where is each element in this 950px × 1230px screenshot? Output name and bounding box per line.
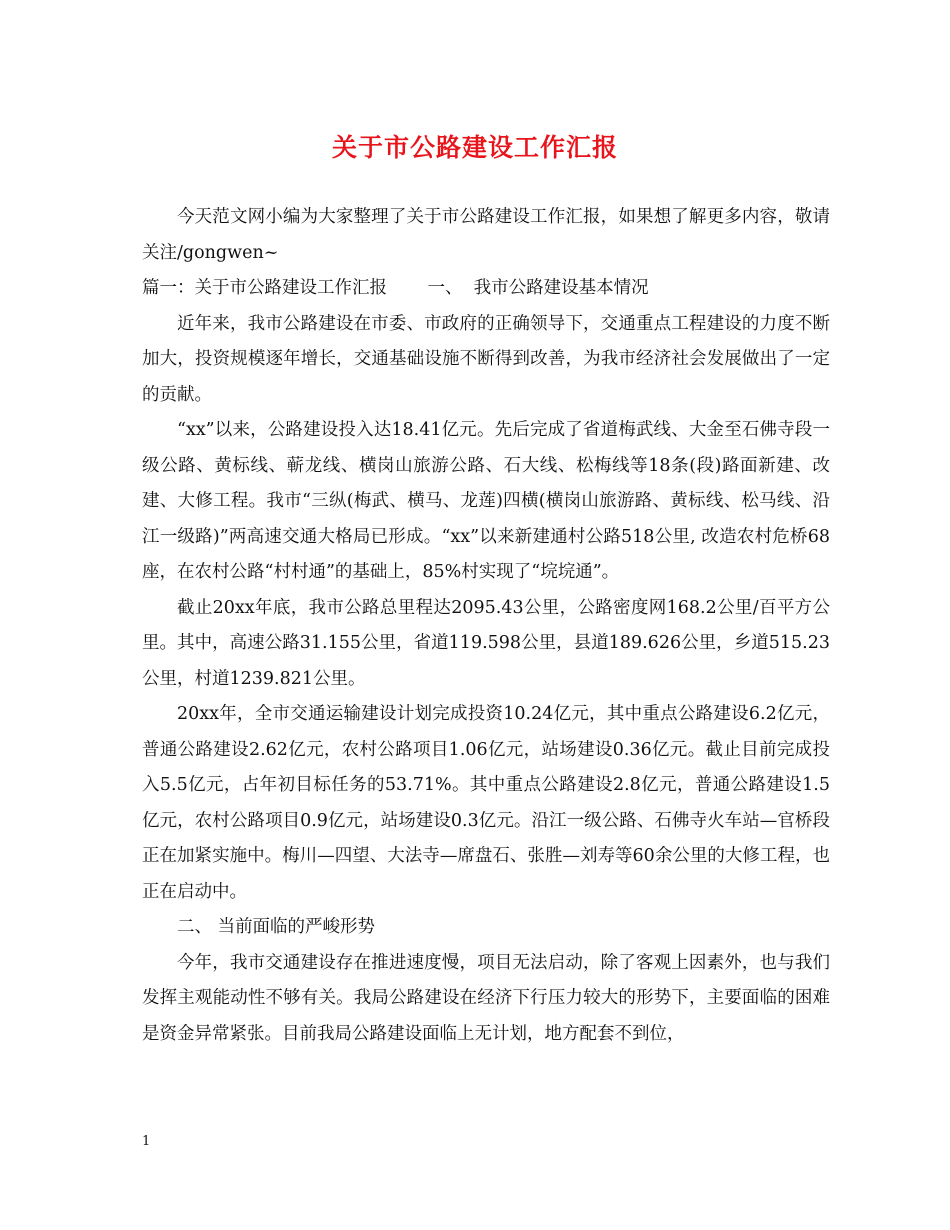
page-number: 1: [142, 1134, 151, 1149]
paragraph: 截止20xx年底，我市公路总里程达2095.43公里，公路密度网168.2公里/百平方公里。其中，高速公路31.155公里，省道119.598公里，县道189.626公里，乡道515.23公里，村道1239.821公里。: [142, 597, 830, 689]
paragraph: “xx”以来，公路建设投入达18.41亿元。先后完成了省道梅武线、大金至石佛寺段一级公路、黄标线、蕲龙线、横岗山旅游公路、石大线、松梅线等18条(段)路面新建、改建、大修工程。我市“三纵(梅武、横马、龙莲)四横(横岗山旅游路、黄标线、松马线、沿江一级路)”两高速交通大格局已形成。“xx”以来新建通村公路518公里, 改造农村危桥68座，在农村公路“村村通”的基础上，85%村实现了“垸垸通”。: [142, 420, 830, 582]
section-two-heading: 二、 当前面临的严峻形势: [177, 917, 376, 937]
section-one-heading: 篇一：关于市公路建设工作汇报 一、 我市公路建设基本情况: [142, 278, 649, 298]
intro-paragraph: 今天范文网小编为大家整理了关于市公路建设工作汇报，如果想了解更多内容，敬请关注/gongwen~: [142, 207, 830, 263]
paragraph: 今年，我市交通建设存在推进速度慢，项目无法启动，除了客观上因素外，也与我们发挥主观能动性不够有关。我局公路建设在经济下行压力较大的形势下，主要面临的困难是资金异常紧张。目前我局公路建设面临上无计划，地方配套不到位，: [142, 952, 830, 1044]
paragraph: 近年来，我市公路建设在市委、市政府的正确领导下，交通重点工程建设的力度不断加大，投资规模逐年增长，交通基础设施不断得到改善，为我市经济社会发展做出了一定的贡献。: [142, 313, 830, 405]
document-title: 关于市公路建设工作汇报: [331, 133, 618, 162]
paragraph: 20xx年，全市交通运输建设计划完成投资10.24亿元，其中重点公路建设6.2亿元，普通公路建设2.62亿元，农村公路项目1.06亿元，站场建设0.36亿元。截止目前完成投入5.5亿元，占年初目标任务的53.71%。其中重点公路建设2.8亿元，普通公路建设1.5亿元，农村公路项目0.9亿元，站场建设0.3亿元。沿江一级公路、石佛寺火车站—官桥段正在加紧实施中。梅川—四望、大法寺—席盘石、张胜—刘寿等60余公里的大修工程，也正在启动中。: [142, 704, 830, 902]
document-body: [142, 200, 830, 1052]
